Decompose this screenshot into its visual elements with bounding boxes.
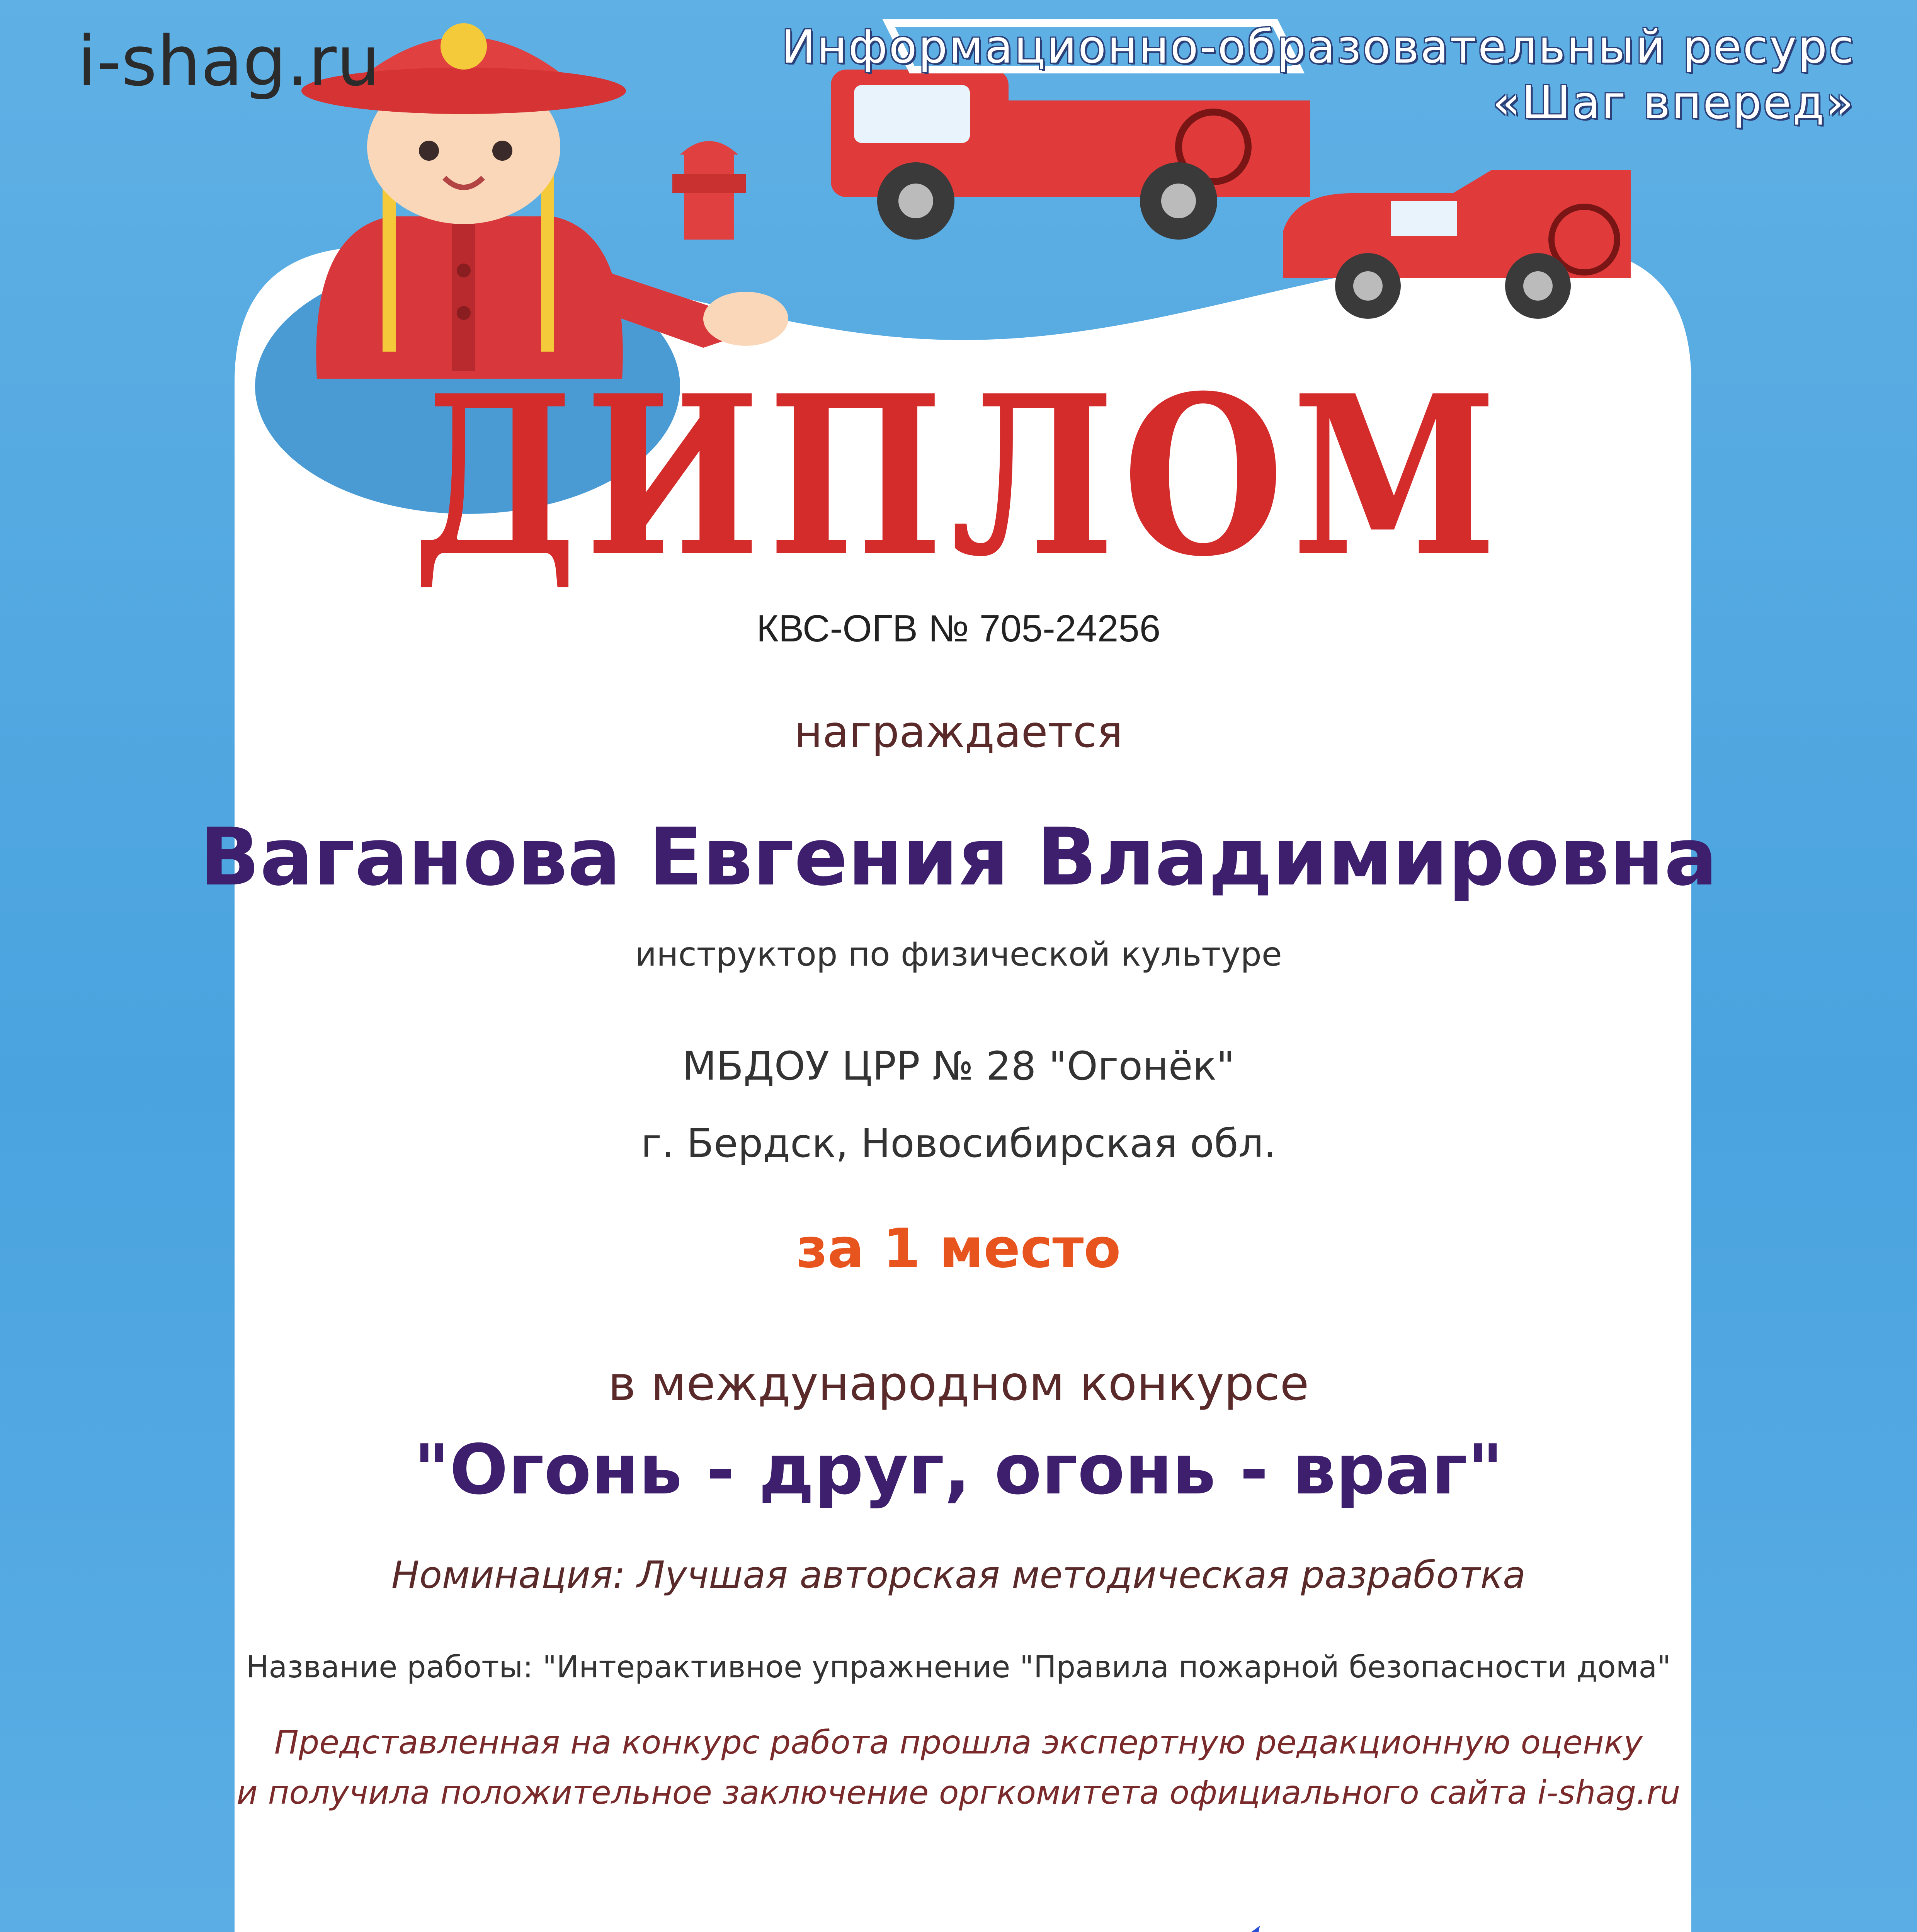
resource-title-line2: «Шаг вперед» xyxy=(1492,75,1855,129)
contest-name: "Огонь - друг, огонь - враг" xyxy=(413,1430,1504,1510)
contest-intro: в международном конкурсе xyxy=(608,1356,1309,1411)
site-logo[interactable]: i-shag.ru xyxy=(77,21,380,101)
award-place: за 1 место xyxy=(796,1217,1121,1280)
nomination: Номинация: Лучшая авторская методическая разработка xyxy=(391,1553,1526,1597)
diploma-number: КВС-ОГВ № 705-24256 xyxy=(756,607,1161,650)
recipient-position: инструктор по физической культуре xyxy=(635,935,1282,974)
diploma-title: ДИПЛОМ xyxy=(412,348,1505,605)
expert-note-line1: Представленная на конкурс работа прошла экспертную редакционную оценку xyxy=(274,1723,1643,1761)
work-title: Название работы: "Интерактивное упражнение "Правила пожарной безопасности дома" xyxy=(246,1650,1671,1685)
recipient-organization: МБДОУ ЦРР № 28 "Огонёк" xyxy=(682,1043,1235,1089)
resource-title xyxy=(696,19,1855,131)
recipient-city: г. Бердск, Новосибирская обл. xyxy=(641,1121,1276,1167)
resource-title-line1: Информационно-образовательный ресурс xyxy=(781,20,1855,73)
awarded-label: награждается xyxy=(794,707,1123,757)
hydrant-small-icon xyxy=(672,141,746,240)
expert-note-line2: и получила положительное заключение оргкомитета официального сайта i-shag.ru xyxy=(236,1774,1681,1811)
recipient-name: Ваганова Евгения Владимировна xyxy=(199,811,1718,903)
